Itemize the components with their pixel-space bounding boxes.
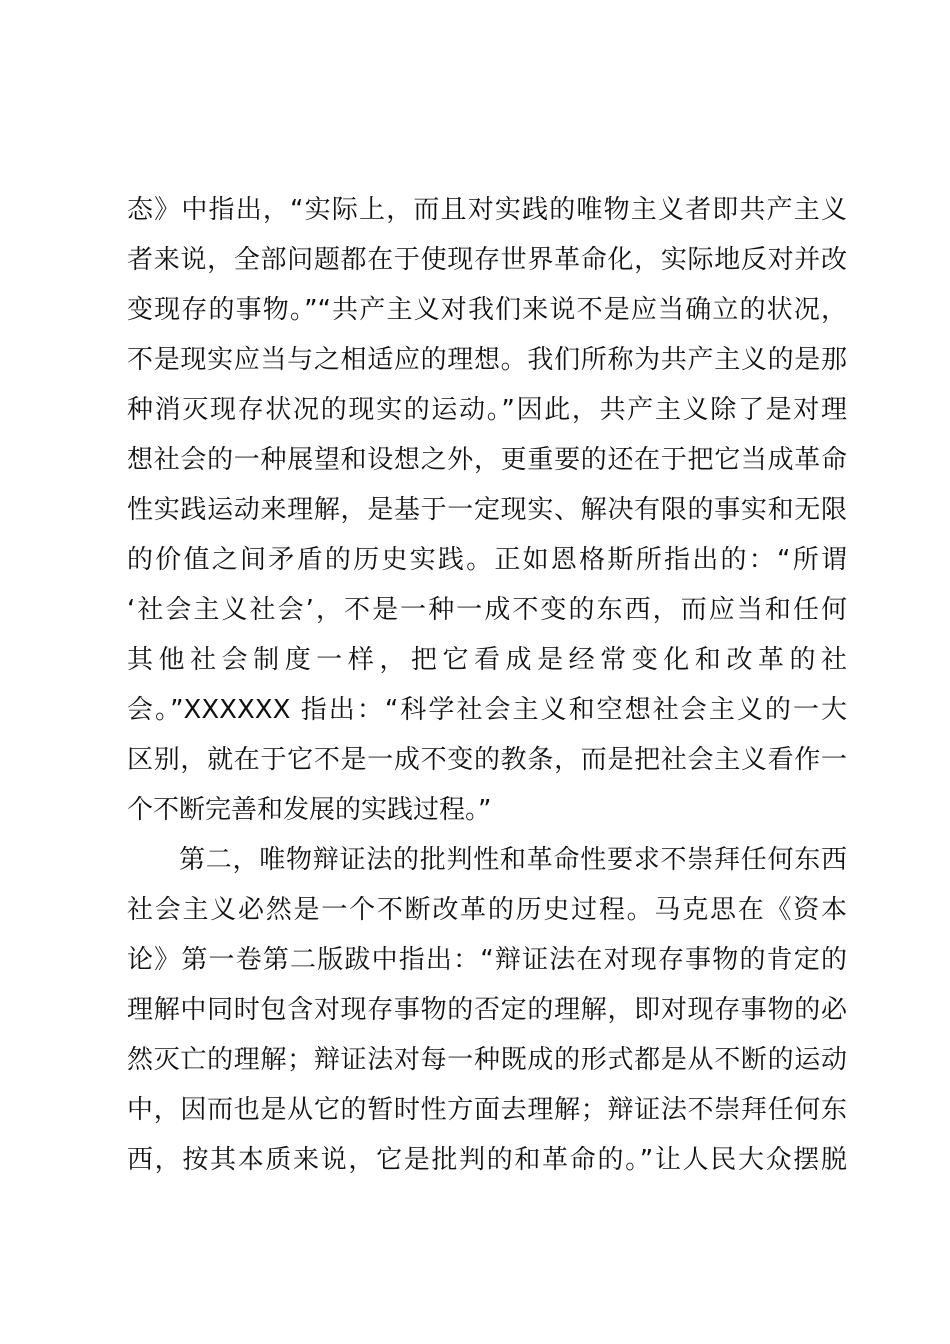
text-line: 论》第一卷第二版跋中指出：“辩证法在对现存事物的肯定的 (127, 945, 847, 975)
paragraph-first-line: 第二，唯物辩证法的批判性和革命性要求不崇拜任何东西 (179, 845, 847, 875)
text-line: 个不断完善和发展的实践过程。” (127, 795, 492, 825)
text-line: 中，因而也是从它的暂时性方面去理解；辩证法不崇拜任何东 (127, 1095, 847, 1125)
text-line: 然灭亡的理解；辩证法对每一种既成的形式都是从不断的运动 (127, 1045, 847, 1075)
text-line: 不是现实应当与之相适应的理想。我们所称为共产主义的是那 (127, 345, 847, 375)
text-line: 其他社会制度一样，把它看成是经常变化和改革的社 (127, 645, 847, 675)
body-text (127, 185, 847, 1185)
text-line: 会。”XXXXXX 指出：“科学社会主义和空想社会主义的一大 (127, 695, 847, 725)
text-line: 态》中指出，“实际上，而且对实践的唯物主义者即共产主义 (127, 195, 847, 225)
text-line: 想社会的一种展望和设想之外，更重要的还在于把它当成革命 (127, 445, 847, 475)
text-line: 西，按其本质来说，它是批判的和革命的。”让人民大众摆脱 (127, 1145, 847, 1175)
text-line: 社会主义必然是一个不断改革的历史过程。马克思在《资本 (127, 895, 847, 925)
text-line: ‘社会主义社会’，不是一种一成不变的东西，而应当和任何 (127, 595, 847, 625)
text-line: 区别，就在于它不是一成不变的教条，而是把社会主义看作一 (127, 745, 847, 775)
text-line: 种消灭现存状况的现实的运动。”因此，共产主义除了是对理 (127, 395, 847, 425)
text-line: 性实践运动来理解，是基于一定现实、解决有限的事实和无限 (127, 495, 847, 525)
text-line: 的价值之间矛盾的历史实践。正如恩格斯所指出的：“所谓 (127, 545, 847, 575)
text-line: 理解中同时包含对现存事物的否定的理解，即对现存事物的必 (127, 995, 847, 1025)
text-line: 者来说，全部问题都在于使现存世界革命化，实际地反对并改 (127, 245, 847, 275)
text-line: 变现存的事物。”“共产主义对我们来说不是应当确立的状况， (127, 295, 847, 325)
